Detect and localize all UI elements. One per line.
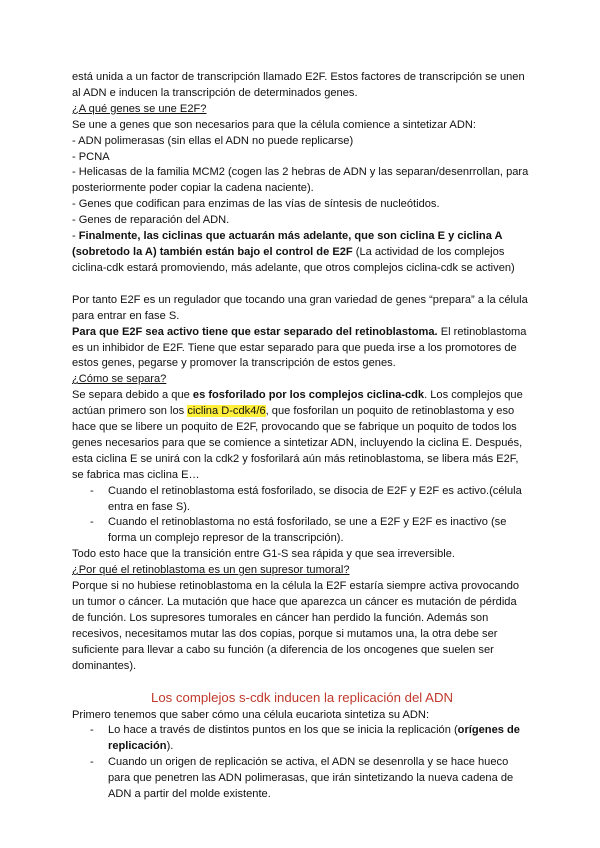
regulator-paragraph: Por tanto E2F es un regulador que tocando una gran variedad de genes “prepara” a la célula para entrar en fase S.	[72, 293, 528, 322]
section-heading: Los complejos s-cdk inducen la replicación del ADN	[151, 689, 453, 705]
gene-item-ciclinas	[72, 229, 532, 277]
highlighted-ciclina-d: ciclina D-cdk4/6	[187, 405, 266, 418]
ciclinas-bold: Finalmente, las ciclinas que actuarán más adelante, que son ciclina E y ciclina A (sobretodo la A) también están bajo el control de E2F	[72, 230, 503, 258]
origins-bold: orígenes de replicación	[108, 724, 520, 753]
dash-marker: -	[90, 724, 94, 737]
replication-intro: Primero tenemos que saber cómo una célula eucariota sintetiza su ADN:	[72, 708, 430, 721]
phos-bold: es fosforilado por los complejos ciclina-cdk	[192, 389, 425, 402]
retinoblastoma-bold: Para que E2F sea activo tiene que estar separado del retinoblastoma.	[72, 325, 438, 338]
list-item	[72, 484, 532, 516]
retinoblastoma-paragraph	[72, 325, 532, 373]
phosphorylation-paragraph	[72, 388, 532, 483]
origins-text-a: Lo hace a través de distintos puntos en los que se inicia la replicación (	[108, 724, 458, 737]
dash-marker: -	[90, 516, 94, 529]
transition-paragraph: Todo esto hace que la transición entre G1-S sea rápida y que sea irreversible.	[72, 548, 455, 561]
list-item	[72, 515, 532, 547]
document-page	[72, 70, 532, 803]
gene-item: - ADN polimerasas (sin ellas el ADN no puede replicarse)	[72, 134, 354, 147]
dash-marker: -	[90, 484, 94, 497]
spacer	[72, 277, 532, 293]
gene-item: - Genes que codifican para enzimas de las vías de síntesis de nucleótidos.	[72, 198, 440, 211]
genes-intro: Se une a genes que son necesarios para que la célula comience a sintetizar ADN:	[72, 118, 476, 131]
question-genes: ¿A qué genes se une E2F?	[72, 102, 207, 115]
list-item-text	[108, 723, 532, 755]
intro-paragraph: está unida a un factor de transcripción llamado E2F. Estos factores de transcripción se unen al ADN e inducen la transcripción de determinados genes.	[72, 71, 525, 99]
origins-text-b: ).	[166, 740, 174, 753]
gene-item: - Helicasas de la familia MCM2 (cogen las 2 hebras de ADN y las separan/desenrrollan, para posteriormente poder copiar la cadena naciente).	[72, 166, 529, 195]
gene-item: - Genes de reparación del ADN.	[72, 214, 230, 227]
list-item-text: Cuando un origen de replicación se activa, el ADN se desenrolla y se hace hueco para que penetren las ADN polimerasas, que irán sintetizando la nueva cadena de ADN a partir del molde existente.	[108, 756, 514, 801]
gene-item: - PCNA	[72, 150, 110, 163]
list-item-text: Cuando el retinoblastoma no está fosforilado, se une a E2F y E2F es inactivo (se forma un complejo represor de la transcripción).	[108, 516, 507, 545]
phos-text-c: , que fosforilan un poquito de retinoblastoma y eso hace que se libere un poquito de E2F, provocando que se fabrique un poquito de todos los genes necesarios para que se comience a sintetizar ADN, incluyendo la ciclina E. Después, esta ciclina E se unirá con la cdk2 y fosforilará aún más retinoblastoma, se libera más E2F, se fabrica mas ciclina E…	[72, 405, 523, 481]
question-separation: ¿Cómo se separa?	[72, 373, 167, 386]
dash-prefix: -	[72, 230, 79, 243]
phos-text-a: Se separa debido a que	[72, 389, 193, 402]
tumor-suppressor-paragraph: Porque si no hubiese retinoblastoma en la célula la E2F estaría siempre activa provocando un tumor o cáncer. La mutación que hace que aparezca un cáncer es mutación de pérdida de función. Los supresores tumorales en cáncer han perdido la función. Además son recesivos, necesitamos mutar las dos copias, porque si mutamos una, la otra debe ser suficiente para llevar a cabo su función (a diferencia de los oncogenes que suelen ser dominantes).	[72, 580, 520, 672]
list-item-text: Cuando el retinoblastoma está fosforilado, se disocia de E2F y E2F es activo.(célula entra en fase S).	[108, 484, 522, 513]
dash-marker: -	[90, 756, 94, 769]
retinoblastoma-rest: El retinoblastoma es un inhibidor de E2F. Tiene que estar separado para que pueda irse a los promotores de estos genes, pegarse y promover la transcripción de estos genes.	[72, 325, 527, 370]
list-item	[72, 755, 532, 803]
question-tumor-suppressor: ¿Por qué el retinoblastoma es un gen supresor tumoral?	[72, 564, 350, 577]
list-item	[72, 723, 532, 755]
phos-text-b: . Los complejos que actúan primero son los	[72, 389, 523, 418]
ciclinas-rest: (La actividad de los complejos ciclina-cdk estará promoviendo, más adelante, que otros complejos ciclina-cdk se activen)	[72, 245, 515, 274]
